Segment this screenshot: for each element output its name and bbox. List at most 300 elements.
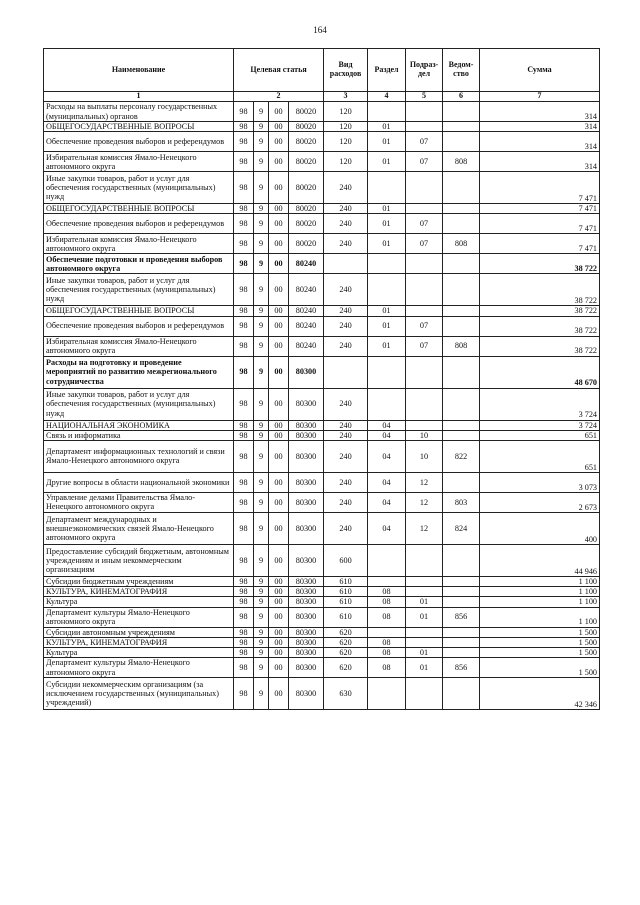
department-code xyxy=(443,172,480,204)
department-code xyxy=(443,306,480,316)
table-row xyxy=(44,274,600,306)
amount: 1 500 xyxy=(480,658,600,678)
target-code-4: 80020 xyxy=(289,122,324,132)
department-code xyxy=(443,637,480,647)
subsection-code: 12 xyxy=(406,512,443,544)
target-code-4: 80240 xyxy=(289,306,324,316)
section-code: 08 xyxy=(368,637,406,647)
subsection-code: 01 xyxy=(406,647,443,657)
row-name: Обеспечение подготовки и проведения выборов автономного округа xyxy=(44,254,234,274)
amount: 7 471 xyxy=(480,172,600,204)
department-code: 808 xyxy=(443,336,480,356)
target-code-2: 9 xyxy=(254,647,269,657)
header-razdel: Раздел xyxy=(368,49,406,92)
amount: 314 xyxy=(480,132,600,152)
col-number: 6 xyxy=(443,92,480,102)
amount: 38 722 xyxy=(480,254,600,274)
target-code-1: 98 xyxy=(234,647,254,657)
col-number: 4 xyxy=(368,92,406,102)
col-number: 5 xyxy=(406,92,443,102)
expense-type: 600 xyxy=(324,544,368,576)
target-code-2: 9 xyxy=(254,388,269,420)
subsection-code: 01 xyxy=(406,607,443,627)
target-code-3: 00 xyxy=(269,420,289,430)
department-code xyxy=(443,316,480,336)
amount: 2 673 xyxy=(480,492,600,512)
target-code-1: 98 xyxy=(234,430,254,440)
header-summa: Сумма xyxy=(480,49,600,92)
target-code-4: 80020 xyxy=(289,172,324,204)
section-code: 08 xyxy=(368,607,406,627)
target-code-4: 80300 xyxy=(289,356,324,388)
expense-type: 620 xyxy=(324,637,368,647)
department-code xyxy=(443,102,480,122)
expense-type: 240 xyxy=(324,204,368,214)
target-code-3: 00 xyxy=(269,440,289,472)
target-code-2: 9 xyxy=(254,637,269,647)
amount: 1 100 xyxy=(480,597,600,607)
target-code-2: 9 xyxy=(254,102,269,122)
subsection-code xyxy=(406,172,443,204)
target-code-1: 98 xyxy=(234,440,254,472)
amount: 7 471 xyxy=(480,234,600,254)
target-code-1: 98 xyxy=(234,204,254,214)
subsection-code xyxy=(406,544,443,576)
expense-type: 620 xyxy=(324,658,368,678)
section-code: 01 xyxy=(368,336,406,356)
row-name: Обеспечение проведения выборов и референдумов xyxy=(44,316,234,336)
target-code-3: 00 xyxy=(269,430,289,440)
target-code-3: 00 xyxy=(269,204,289,214)
section-code: 08 xyxy=(368,597,406,607)
amount: 3 724 xyxy=(480,388,600,420)
target-code-1: 98 xyxy=(234,214,254,234)
table-row xyxy=(44,597,600,607)
target-code-3: 00 xyxy=(269,544,289,576)
expense-type: 240 xyxy=(324,388,368,420)
amount: 44 946 xyxy=(480,544,600,576)
budget-table xyxy=(43,48,600,710)
target-code-2: 9 xyxy=(254,472,269,492)
table-row xyxy=(44,254,600,274)
department-code: 808 xyxy=(443,152,480,172)
subsection-code xyxy=(406,678,443,710)
department-code: 808 xyxy=(443,234,480,254)
header-name: Наименование xyxy=(44,49,234,92)
target-code-2: 9 xyxy=(254,274,269,306)
table-row xyxy=(44,658,600,678)
row-name: Обеспечение проведения выборов и референдумов xyxy=(44,214,234,234)
table-body xyxy=(44,102,600,710)
header-vid: Вид расходов xyxy=(324,49,368,92)
expense-type: 240 xyxy=(324,430,368,440)
department-code xyxy=(443,132,480,152)
target-code-2: 9 xyxy=(254,492,269,512)
target-code-1: 98 xyxy=(234,512,254,544)
subsection-code: 07 xyxy=(406,234,443,254)
amount: 1 500 xyxy=(480,637,600,647)
table-row xyxy=(44,576,600,586)
amount: 1 100 xyxy=(480,607,600,627)
expense-type: 240 xyxy=(324,440,368,472)
amount: 38 722 xyxy=(480,306,600,316)
target-code-2: 9 xyxy=(254,254,269,274)
section-code: 01 xyxy=(368,316,406,336)
target-code-1: 98 xyxy=(234,420,254,430)
target-code-2: 9 xyxy=(254,430,269,440)
target-code-1: 98 xyxy=(234,472,254,492)
target-code-2: 9 xyxy=(254,658,269,678)
department-code: 856 xyxy=(443,658,480,678)
target-code-3: 00 xyxy=(269,306,289,316)
target-code-2: 9 xyxy=(254,607,269,627)
table-row xyxy=(44,234,600,254)
table-row xyxy=(44,637,600,647)
target-code-2: 9 xyxy=(254,512,269,544)
target-code-3: 00 xyxy=(269,132,289,152)
expense-type xyxy=(324,356,368,388)
department-code xyxy=(443,356,480,388)
table-row xyxy=(44,607,600,627)
target-code-1: 98 xyxy=(234,234,254,254)
section-code: 08 xyxy=(368,647,406,657)
expense-type: 240 xyxy=(324,306,368,316)
department-code: 856 xyxy=(443,607,480,627)
section-code: 04 xyxy=(368,512,406,544)
row-name: ОБЩЕГОСУДАРСТВЕННЫЕ ВОПРОСЫ xyxy=(44,122,234,132)
target-code-2: 9 xyxy=(254,356,269,388)
amount: 1 500 xyxy=(480,627,600,637)
target-code-1: 98 xyxy=(234,316,254,336)
table-row xyxy=(44,122,600,132)
table-row xyxy=(44,172,600,204)
expense-type: 240 xyxy=(324,172,368,204)
target-code-1: 98 xyxy=(234,274,254,306)
target-code-1: 98 xyxy=(234,172,254,204)
amount: 400 xyxy=(480,512,600,544)
expense-type: 620 xyxy=(324,627,368,637)
target-code-3: 00 xyxy=(269,336,289,356)
table-row xyxy=(44,440,600,472)
expense-type: 620 xyxy=(324,647,368,657)
department-code: 822 xyxy=(443,440,480,472)
subsection-code xyxy=(406,102,443,122)
row-name: Департамент международных и внешнеэкономических связей Ямало-Ненецкого автономного округа xyxy=(44,512,234,544)
expense-type: 240 xyxy=(324,274,368,306)
row-name: Субсидии бюджетным учреждениям xyxy=(44,576,234,586)
table-row xyxy=(44,420,600,430)
row-name: КУЛЬТУРА, КИНЕМАТОГРАФИЯ xyxy=(44,637,234,647)
expense-type xyxy=(324,254,368,274)
target-code-2: 9 xyxy=(254,576,269,586)
target-code-4: 80020 xyxy=(289,234,324,254)
department-code xyxy=(443,647,480,657)
amount: 7 471 xyxy=(480,204,600,214)
department-code xyxy=(443,254,480,274)
subsection-code xyxy=(406,356,443,388)
subsection-code: 07 xyxy=(406,214,443,234)
subsection-code: 10 xyxy=(406,440,443,472)
target-code-4: 80300 xyxy=(289,576,324,586)
subsection-code: 12 xyxy=(406,472,443,492)
department-code xyxy=(443,678,480,710)
table-row xyxy=(44,152,600,172)
department-code xyxy=(443,576,480,586)
subsection-code: 10 xyxy=(406,430,443,440)
amount: 651 xyxy=(480,430,600,440)
department-code xyxy=(443,204,480,214)
expense-type: 240 xyxy=(324,316,368,336)
target-code-3: 00 xyxy=(269,234,289,254)
target-code-4: 80300 xyxy=(289,544,324,576)
expense-type: 240 xyxy=(324,336,368,356)
expense-type: 120 xyxy=(324,132,368,152)
department-code xyxy=(443,430,480,440)
subsection-code xyxy=(406,306,443,316)
department-code xyxy=(443,122,480,132)
row-name: ОБЩЕГОСУДАРСТВЕННЫЕ ВОПРОСЫ xyxy=(44,204,234,214)
target-code-1: 98 xyxy=(234,122,254,132)
subsection-code: 07 xyxy=(406,316,443,336)
target-code-1: 98 xyxy=(234,356,254,388)
row-name: Департамент культуры Ямало-Ненецкого автономного округа xyxy=(44,658,234,678)
section-code: 01 xyxy=(368,204,406,214)
section-code: 01 xyxy=(368,122,406,132)
row-name: КУЛЬТУРА, КИНЕМАТОГРАФИЯ xyxy=(44,587,234,597)
target-code-1: 98 xyxy=(234,637,254,647)
department-code: 824 xyxy=(443,512,480,544)
subsection-code xyxy=(406,388,443,420)
expense-type: 240 xyxy=(324,492,368,512)
row-name: Культура xyxy=(44,597,234,607)
section-code: 08 xyxy=(368,658,406,678)
target-code-1: 98 xyxy=(234,576,254,586)
target-code-3: 00 xyxy=(269,214,289,234)
subsection-code: 07 xyxy=(406,152,443,172)
target-code-2: 9 xyxy=(254,544,269,576)
row-name: Иные закупки товаров, работ и услуг для обеспечения государственных (муниципальных) нужд xyxy=(44,274,234,306)
target-code-3: 00 xyxy=(269,647,289,657)
row-name: Культура xyxy=(44,647,234,657)
expense-type: 630 xyxy=(324,678,368,710)
target-code-1: 98 xyxy=(234,388,254,420)
target-code-4: 80240 xyxy=(289,274,324,306)
department-code xyxy=(443,472,480,492)
section-code: 04 xyxy=(368,440,406,472)
amount: 38 722 xyxy=(480,316,600,336)
target-code-1: 98 xyxy=(234,587,254,597)
target-code-3: 00 xyxy=(269,254,289,274)
amount: 314 xyxy=(480,122,600,132)
department-code: 803 xyxy=(443,492,480,512)
target-code-2: 9 xyxy=(254,152,269,172)
section-code xyxy=(368,678,406,710)
target-code-4: 80240 xyxy=(289,316,324,336)
target-code-4: 80020 xyxy=(289,204,324,214)
target-code-4: 80300 xyxy=(289,647,324,657)
target-code-1: 98 xyxy=(234,544,254,576)
header-target: Целевая статья xyxy=(234,49,324,92)
target-code-3: 00 xyxy=(269,576,289,586)
section-code: 01 xyxy=(368,214,406,234)
target-code-2: 9 xyxy=(254,440,269,472)
target-code-4: 80300 xyxy=(289,678,324,710)
subsection-code: 12 xyxy=(406,492,443,512)
table-row xyxy=(44,316,600,336)
target-code-1: 98 xyxy=(234,597,254,607)
target-code-3: 00 xyxy=(269,356,289,388)
target-code-1: 98 xyxy=(234,678,254,710)
target-code-4: 80020 xyxy=(289,214,324,234)
department-code xyxy=(443,214,480,234)
subsection-code: 01 xyxy=(406,658,443,678)
section-code: 04 xyxy=(368,472,406,492)
row-name: Обеспечение проведения выборов и референдумов xyxy=(44,132,234,152)
section-code: 04 xyxy=(368,430,406,440)
amount: 651 xyxy=(480,440,600,472)
amount: 3 724 xyxy=(480,420,600,430)
row-name: Департамент информационных технологий и связи Ямало-Ненецкого автономного округа xyxy=(44,440,234,472)
target-code-1: 98 xyxy=(234,607,254,627)
column-number-row xyxy=(44,92,600,102)
row-name: Департамент культуры Ямало-Ненецкого автономного округа xyxy=(44,607,234,627)
target-code-3: 00 xyxy=(269,512,289,544)
expense-type: 240 xyxy=(324,420,368,430)
amount: 38 722 xyxy=(480,336,600,356)
target-code-3: 00 xyxy=(269,587,289,597)
section-code: 01 xyxy=(368,132,406,152)
row-name: Избирательная комиссия Ямало-Ненецкого автономного округа xyxy=(44,152,234,172)
target-code-3: 00 xyxy=(269,492,289,512)
target-code-4: 80020 xyxy=(289,152,324,172)
col-number: 2 xyxy=(234,92,324,102)
table-row xyxy=(44,214,600,234)
target-code-3: 00 xyxy=(269,388,289,420)
row-name: Избирательная комиссия Ямало-Ненецкого автономного округа xyxy=(44,336,234,356)
header-podrazdel: Подраз-дел xyxy=(406,49,443,92)
row-name: Субсидии автономным учреждениям xyxy=(44,627,234,637)
table-row xyxy=(44,492,600,512)
header-row xyxy=(44,49,600,92)
subsection-code xyxy=(406,274,443,306)
target-code-4: 80020 xyxy=(289,132,324,152)
table-row xyxy=(44,512,600,544)
expense-type: 120 xyxy=(324,152,368,172)
target-code-1: 98 xyxy=(234,336,254,356)
amount: 3 073 xyxy=(480,472,600,492)
target-code-2: 9 xyxy=(254,204,269,214)
row-name: Расходы на подготовку и проведение мероприятий по развитию межрегионального сотрудничества xyxy=(44,356,234,388)
target-code-3: 00 xyxy=(269,658,289,678)
department-code xyxy=(443,274,480,306)
table-row xyxy=(44,336,600,356)
header-vedomstvo: Ведом-ство xyxy=(443,49,480,92)
target-code-2: 9 xyxy=(254,132,269,152)
target-code-1: 98 xyxy=(234,152,254,172)
target-code-4: 80300 xyxy=(289,658,324,678)
section-code xyxy=(368,274,406,306)
target-code-3: 00 xyxy=(269,316,289,336)
table-row xyxy=(44,356,600,388)
target-code-4: 80300 xyxy=(289,430,324,440)
department-code xyxy=(443,597,480,607)
section-code xyxy=(368,544,406,576)
row-name: НАЦИОНАЛЬНАЯ ЭКОНОМИКА xyxy=(44,420,234,430)
table-row xyxy=(44,102,600,122)
expense-type: 240 xyxy=(324,214,368,234)
department-code xyxy=(443,388,480,420)
row-name: Управление делами Правительства Ямало-Ненецкого автономного округа xyxy=(44,492,234,512)
section-code xyxy=(368,356,406,388)
target-code-3: 00 xyxy=(269,607,289,627)
subsection-code xyxy=(406,204,443,214)
row-name: Другие вопросы в области национальной экономики xyxy=(44,472,234,492)
section-code: 01 xyxy=(368,152,406,172)
expense-type: 610 xyxy=(324,587,368,597)
table-row xyxy=(44,306,600,316)
table-row xyxy=(44,430,600,440)
target-code-2: 9 xyxy=(254,172,269,204)
section-code xyxy=(368,388,406,420)
row-name: Иные закупки товаров, работ и услуг для обеспечения государственных (муниципальных) нужд xyxy=(44,172,234,204)
subsection-code xyxy=(406,637,443,647)
department-code xyxy=(443,627,480,637)
section-code: 08 xyxy=(368,587,406,597)
amount: 1 100 xyxy=(480,576,600,586)
amount: 1 500 xyxy=(480,647,600,657)
row-name: Расходы на выплаты персоналу государственных (муниципальных) органов xyxy=(44,102,234,122)
table-row xyxy=(44,204,600,214)
target-code-2: 9 xyxy=(254,316,269,336)
target-code-3: 00 xyxy=(269,172,289,204)
amount: 7 471 xyxy=(480,214,600,234)
target-code-2: 9 xyxy=(254,587,269,597)
table-row xyxy=(44,678,600,710)
target-code-2: 9 xyxy=(254,627,269,637)
target-code-3: 00 xyxy=(269,274,289,306)
table-row xyxy=(44,132,600,152)
target-code-4: 80300 xyxy=(289,587,324,597)
subsection-code: 07 xyxy=(406,132,443,152)
target-code-1: 98 xyxy=(234,627,254,637)
section-code: 04 xyxy=(368,492,406,512)
target-code-2: 9 xyxy=(254,597,269,607)
target-code-2: 9 xyxy=(254,420,269,430)
expense-type: 610 xyxy=(324,597,368,607)
row-name: Субсидии некоммерческим организациям (за исключением государственных (муниципальных) учреждений) xyxy=(44,678,234,710)
target-code-2: 9 xyxy=(254,336,269,356)
amount: 48 670 xyxy=(480,356,600,388)
target-code-2: 9 xyxy=(254,122,269,132)
target-code-4: 80300 xyxy=(289,472,324,492)
target-code-1: 98 xyxy=(234,492,254,512)
row-name: Избирательная комиссия Ямало-Ненецкого автономного округа xyxy=(44,234,234,254)
target-code-3: 00 xyxy=(269,678,289,710)
target-code-3: 00 xyxy=(269,152,289,172)
target-code-1: 98 xyxy=(234,132,254,152)
col-number: 7 xyxy=(480,92,600,102)
table-row xyxy=(44,388,600,420)
amount: 314 xyxy=(480,102,600,122)
target-code-3: 00 xyxy=(269,597,289,607)
target-code-4: 80300 xyxy=(289,420,324,430)
subsection-code xyxy=(406,576,443,586)
target-code-3: 00 xyxy=(269,637,289,647)
expense-type: 610 xyxy=(324,607,368,627)
target-code-4: 80300 xyxy=(289,492,324,512)
col-number: 1 xyxy=(44,92,234,102)
subsection-code xyxy=(406,420,443,430)
